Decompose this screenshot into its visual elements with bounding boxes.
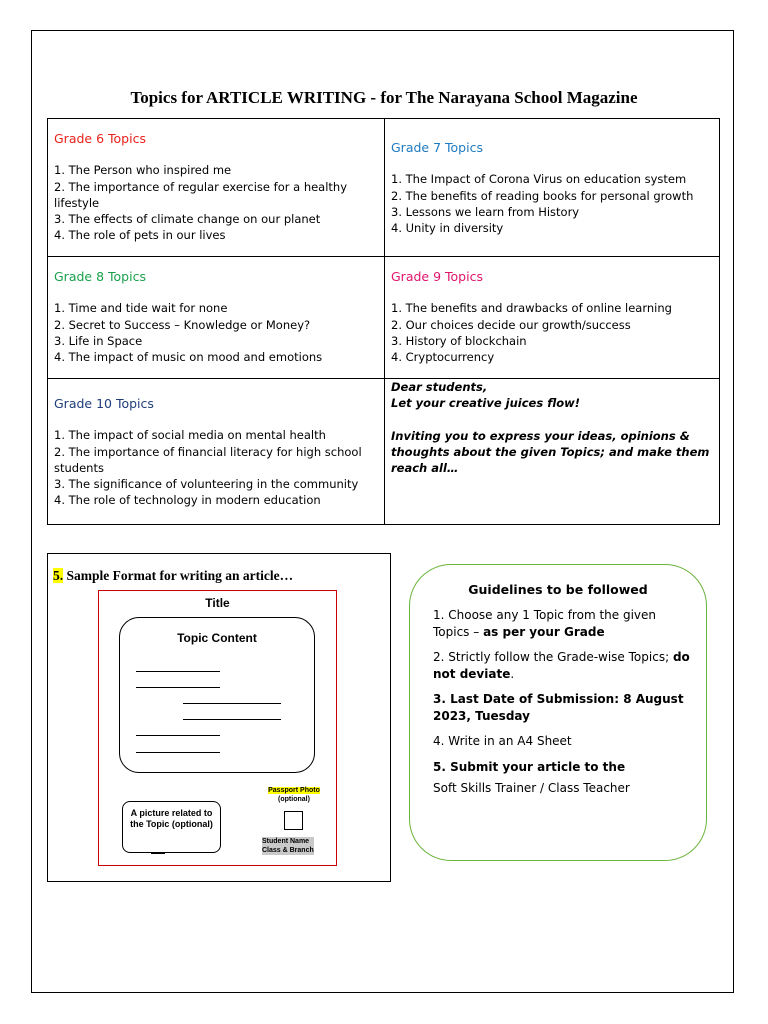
picture-underline [151, 853, 165, 854]
text-line [183, 703, 281, 704]
list-item: 1. The Impact of Corona Virus on education system [391, 172, 687, 187]
grade-10-heading: Grade 10 Topics [54, 396, 154, 411]
invite-message: Inviting you to express your ideas, opinions & thoughts about the given Topics; and make them reach all… [391, 428, 710, 476]
topic-content-label: Topic Content [177, 631, 257, 645]
grade-6-cell [48, 119, 385, 257]
passport-photo-box [284, 811, 303, 830]
grade-9-list [391, 300, 713, 365]
list-item: 2. The importance of regular exercise for a healthy lifestyle [54, 179, 348, 210]
list-item: 4. The role of technology in modern education [54, 493, 321, 508]
list-item: 2. Our choices decide our growth/success [391, 317, 631, 332]
grade-8-list [54, 300, 378, 365]
guideline-1: 1. Choose any 1 Topic from the given Topics – as per your Grade [433, 608, 656, 639]
list-item: 4. Cryptocurrency [391, 350, 495, 365]
grade-8-cell [48, 257, 385, 379]
sample-format-text: Sample Format for writing an article… [63, 568, 294, 583]
guideline-4: 4. Write in an A4 Sheet [433, 734, 572, 748]
list-item: 4. Unity in diversity [391, 221, 504, 236]
guideline-recipient: Soft Skills Trainer / Class Teacher [433, 781, 630, 795]
text-line [183, 719, 281, 720]
sample-format-box [47, 553, 391, 882]
list-item: 4. The role of pets in our lives [54, 228, 226, 243]
article-title-placeholder: Title [205, 596, 230, 610]
list-item: 1. Time and tide wait for none [54, 301, 228, 316]
grade-9-cell [385, 257, 720, 379]
grade-7-cell [385, 119, 720, 257]
grade-10-cell [48, 379, 385, 525]
article-format-frame [98, 590, 337, 866]
grade-9-heading: Grade 9 Topics [391, 269, 483, 284]
grade-6-list [54, 162, 378, 243]
guidelines-title: Guidelines to be followed [468, 582, 648, 597]
list-item: 1. The benefits and drawbacks of online learning [391, 301, 672, 316]
invite-line: Let your creative juices flow! [391, 396, 581, 411]
grade-7-list [391, 171, 713, 236]
grade-8-heading: Grade 8 Topics [54, 269, 146, 284]
highlighted-number: 5. [53, 568, 64, 583]
topics-table [47, 118, 720, 525]
topic-content-box [119, 617, 315, 773]
document-title: Topics for ARTICLE WRITING - for The Narayana School Magazine [130, 88, 638, 107]
guideline-2: 2. Strictly follow the Grade-wise Topics; do not deviate. [433, 650, 690, 681]
invitation-cell [385, 379, 720, 525]
guidelines-list [433, 607, 695, 806]
list-item: 2. The benefits of reading books for personal growth [391, 188, 694, 203]
list-item: 3. Lessons we learn from History [391, 204, 580, 219]
list-item: 2. Secret to Success – Knowledge or Money? [54, 317, 311, 332]
picture-placeholder: A picture related to the Topic (optional) [122, 801, 221, 853]
sample-format-heading [53, 568, 293, 584]
grade-7-heading: Grade 7 Topics [391, 140, 483, 155]
list-item: 3. Life in Space [54, 333, 143, 348]
list-item: 3. The effects of climate change on our planet [54, 212, 321, 227]
guideline-3: 3. Last Date of Submission: 8 August 2023, Tuesday [433, 692, 684, 723]
text-line [136, 752, 220, 753]
list-item: 2. The importance of financial literacy for high school students [54, 444, 362, 475]
list-item: 3. The significance of volunteering in the community [54, 477, 359, 492]
guideline-5: 5. Submit your article to the [433, 759, 626, 774]
list-item: 1. The impact of social media on mental health [54, 428, 326, 443]
grade-6-heading: Grade 6 Topics [54, 131, 146, 146]
list-item: 1. The Person who inspired me [54, 163, 232, 178]
list-item: 3. History of blockchain [391, 333, 527, 348]
invite-greeting: Dear students, [391, 380, 488, 394]
text-line [136, 735, 220, 736]
grade-10-list [54, 427, 378, 508]
list-item: 4. The impact of music on mood and emotions [54, 350, 323, 365]
text-line [136, 671, 220, 672]
guidelines-box [409, 564, 707, 861]
student-name-label: Student Name Class & Branch [262, 838, 314, 854]
passport-photo-label: Passport Photo (optional) [268, 787, 320, 803]
text-line [136, 687, 220, 688]
